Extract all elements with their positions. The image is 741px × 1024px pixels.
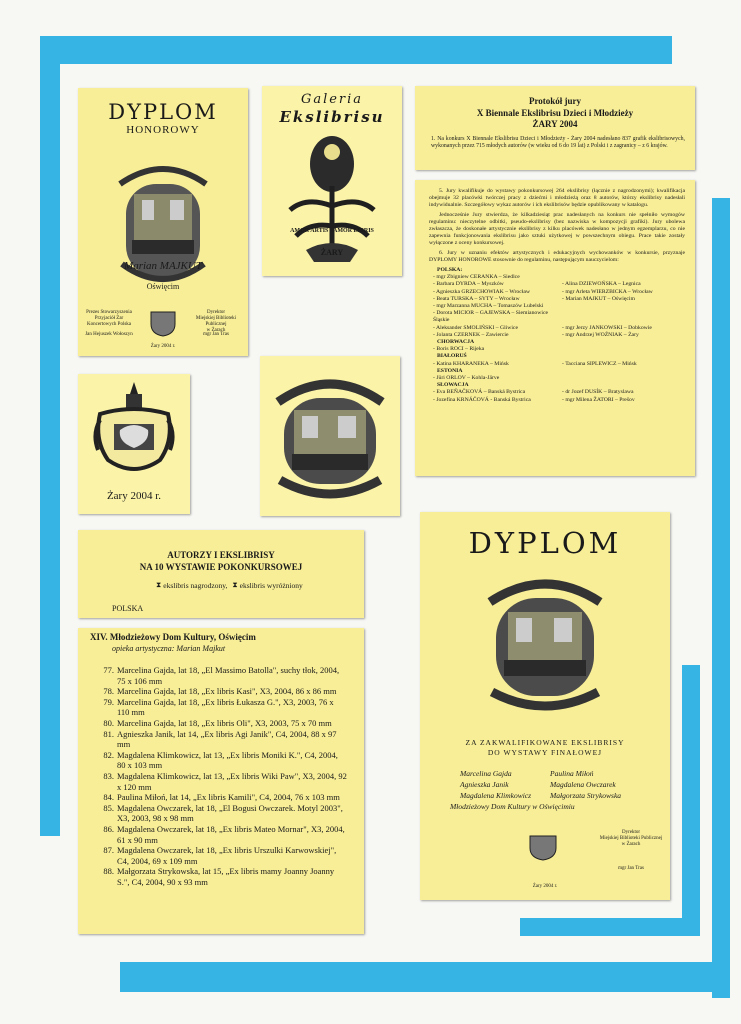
teacher-name: - Tacciana SIPLEWICZ – Mińsk	[562, 360, 637, 367]
diploma-name-row	[460, 768, 660, 779]
diploma-student-name: Paulina Miłoń	[550, 769, 594, 778]
teacher-name: - Jolanta CZERNEK – Zawiercie	[433, 331, 509, 338]
list-item	[78, 771, 348, 792]
list-item	[78, 845, 348, 866]
list-item	[78, 824, 348, 845]
country-heading: CHORWACJA	[437, 339, 475, 346]
protokol-card	[415, 86, 695, 170]
diploma-city: Oświęcim	[146, 282, 180, 291]
teacher-row	[429, 397, 685, 404]
exlibris-x-biennale-card	[260, 356, 400, 516]
teacher-name: - dr Jozef DUSÍK – Bratyslawa	[562, 389, 634, 396]
list-card	[78, 628, 364, 934]
protokol-title: Protokół jury	[528, 96, 582, 106]
list-item-text: Paulina Miłoń, lat 14, „Ex libris Kamili", C4, 2004, 76 x 103 mm	[117, 792, 340, 803]
verdict-p5: 5. Jury kwalifikuje do wystawy pokonkursowej 264 ekslibrisy (łącznie z nagrodzonymi); kwalifikacja obejmuje 32 placówki twórczej pracy z dziećmi i młodzieżą oraz 8 autorów, którzy ekslibrisy nadesłali indywidualnie. Szczegółowy wykaz autorów i ich ekslibrisów będzie opublikowany w katalogu.	[429, 188, 685, 208]
diploma-student-name: Agnieszka Janik	[460, 780, 509, 789]
teacher-name: - Katina KHARANEKA – Mińsk	[433, 360, 509, 367]
diploma-final-engraving	[480, 562, 610, 722]
diploma-title: DYPLOM	[108, 100, 218, 124]
list-item-text: Marcelina Gajda, lat 18, „El Massimo Batolla", suchy tłok, 2004, 75 x 106 mm	[117, 665, 340, 686]
list-item-text: Marcelina Gajda, lat 18, „Ex libris Kasi", X3, 2004, 86 x 86 mm	[117, 686, 337, 697]
autorzy-header-card	[78, 530, 364, 618]
verdict-p-jury: Jednocześnie Jury stwierdza, że kilkadziesiąt prac nadesłanych na konkurs nie spełniło wymogów regulaminu: nieczytelne odbitki, pseudo-ekslibrisy (bez nazwiska w kompozycji grafiki). Jury ubolewa zwłaszcza, że doskonałe artystycznie ekslibrisy z kilku placówek nadesłano w jednym egzemplarzu, co nie zapewnia funkcjonowania ekslibrisu jako sztuki użytkowej w powszechnym obiegu. Prace takie zostały wyłączone z oceny konkursowej.	[429, 212, 685, 246]
teacher-name: - mgr Arleta WIERZBICKA – Wrocław	[562, 288, 653, 295]
list-item	[78, 686, 348, 697]
teacher-name: - mgr Jerzy JANKOWSKI – Dobkowie	[562, 324, 652, 331]
list-item-text: Marcelina Gajda, lat 18, „Ex libris Oli", X3, 2003, 75 x 70 mm	[117, 717, 332, 728]
teacher-name: - Agnieszka GRZECHOWIAK – Wrocław	[433, 288, 530, 295]
protokol-subtitle: X Biennale Ekslibrisu Dzieci i Młodzieży ŻARY 2004	[476, 108, 634, 129]
teacher-row	[429, 310, 685, 324]
list-item-number: 87.	[103, 845, 114, 856]
verdict-body	[429, 188, 685, 404]
autorzy-country: POLSKA	[112, 604, 144, 613]
diploma-name-row	[460, 779, 660, 790]
list-item-text: Magdalena Owczarek, lat 18, „El Bogusi Owczarek. Motyl 2003", X3, 2003, 98 x 98 mm	[117, 802, 343, 824]
autorzy-title1: AUTORZY I EKSLIBRISY	[167, 550, 275, 560]
country-heading: ESTONIA	[437, 367, 463, 374]
teacher-name	[556, 375, 685, 382]
country-heading: SŁOWACJA	[437, 382, 469, 389]
teacher-name	[556, 310, 685, 324]
blue-frame-bottom	[120, 962, 730, 992]
list-item-number: 79.	[103, 696, 114, 707]
country-heading: BIAŁORUŚ	[437, 353, 467, 360]
diploma-student-name: Magdalena Klimkowicz	[460, 791, 532, 800]
blue-frame-inner-right	[682, 665, 700, 935]
protokol-p1: 1. Na konkurs X Biennale Ekslibrisu Dzieci i Młodzieży - Żary 2004 nadesłano 837 grafik ekslibrisowych, wykonanych przez 715 młodych autorów (w wieku od 6 do 19 lat) z Polski i z zagranicy – z 6 krajów.	[431, 136, 685, 149]
verdict-p6: 6. Jury w uznaniu efektów artystycznych i edukacyjnych wychowanków w konkursie, przyznaje DYPLOMY HONOROWE stosownie do regulaminu, następującym nauczycielom:	[429, 250, 685, 263]
teacher-name: - Jüri ORLOV – Kohla-Järve	[433, 375, 500, 382]
list-item-number: 77.	[103, 665, 114, 675]
teacher-row	[429, 389, 685, 396]
exlibris-engraving-small	[112, 144, 214, 304]
list-item	[78, 792, 348, 803]
blue-frame-inner-bottom	[520, 918, 700, 936]
teacher-name: - mgr Andrzej WOŹNIAK – Żary	[562, 331, 639, 338]
diploma-final-line1: ZA ZAKWALIFIKOWANE EKSLIBRISY	[465, 738, 625, 747]
list-opieka: opieka artystyczna: Marian Majkut	[112, 644, 226, 653]
list-item-number: 88.	[103, 866, 114, 877]
diploma-subtitle: HONOROWY	[126, 124, 200, 136]
list-item-number: 83.	[103, 770, 114, 781]
teacher-name: - Eva BEŇAČKOVÁ – Banská Bystrica	[433, 389, 526, 396]
teacher-name: - Dorota MICIOR – GAJEWSKA – Siemianowice Śląskie	[433, 310, 548, 324]
diploma-final-school: Młodzieżowy Dom Kultury w Oświęcimiu	[450, 802, 575, 811]
diploma-place-date: Żary 2004 r.	[150, 344, 176, 349]
works-list	[78, 665, 348, 887]
teacher-name: - Boris ROCI – Rijeka	[433, 346, 485, 353]
list-item	[78, 750, 348, 771]
list-item-number: 78.	[103, 686, 114, 697]
teacher-row	[429, 303, 685, 310]
diploma-honorowy	[78, 88, 248, 356]
blue-frame-left	[40, 36, 60, 836]
teacher-row	[429, 361, 685, 368]
award-icon: ⧗	[156, 580, 162, 589]
diploma-footer-right-name: mgr Jan Tras	[203, 332, 229, 337]
list-item-number: 84.	[103, 792, 114, 803]
list-item	[78, 866, 348, 887]
verdict-card	[415, 180, 695, 476]
list-item-number: 82.	[103, 749, 114, 760]
list-item	[78, 729, 348, 750]
distinction-icon: ⧗	[232, 580, 238, 589]
list-item	[78, 803, 348, 824]
zary-caption: Żary 2004 r.	[106, 490, 162, 502]
teacher-name: - Alina DZIEWOŃSKA – Legnica	[562, 281, 641, 288]
list-item-text: Małgorzata Strykowska, lat 15, „Ex libris mamy Joanny Joanny S.", C4, 2004, 90 x 93 mm	[117, 866, 335, 887]
list-item-text: Magdalena Klimkowicz, lat 13, „Ex libris Moniki K.", C4, 2004, 80 x 103 mm	[117, 749, 338, 771]
list-item	[78, 665, 348, 686]
list-item-number: 80.	[103, 717, 114, 728]
exlibris-engraving	[268, 362, 392, 510]
diploma-final-names	[460, 768, 660, 801]
list-item	[78, 718, 348, 729]
galeria-ekslibrisu-card	[262, 86, 402, 276]
diploma-student-name: Małgorzata Strykowska	[550, 791, 622, 800]
autorzy-legend	[156, 580, 356, 590]
galeria-line2: Ekslibrisu	[279, 108, 385, 126]
teacher-name: - mgr Milena ŽATORI – Prešov	[562, 396, 635, 403]
zary-coat-of-arms-icon	[90, 380, 178, 480]
diploma-recipient: Marian MAJKUT	[124, 260, 202, 272]
diploma-footer-left-name: Jan Hejuszek Wołoszyn	[85, 332, 133, 337]
teacher-row	[429, 274, 685, 281]
diploma-final-signer: Dyrektor Miejskiej Biblioteki Publicznej w Żarach	[599, 830, 663, 847]
diploma-footer-right: Dyrektor Miejskiej Biblioteki Publicznej w Żarach	[195, 310, 237, 333]
list-item-number: 86.	[103, 823, 114, 834]
galeria-motto: AMOR ARTIS · AMOR LIBRIS	[290, 228, 374, 234]
list-item-text: Magdalena Owczarek, lat 18, „Ex libris Mateo Mornar", X3, 2004, 61 x 90 mm	[117, 823, 345, 845]
zary-coat-card	[78, 374, 190, 514]
legend-awarded: ekslibris nagrodzony,	[163, 580, 228, 590]
list-item	[78, 697, 348, 718]
diploma-footer-left: Prezes Stowarzyszenia Przyjaciół Żar Koncertowych Polska	[86, 310, 132, 327]
teacher-row	[429, 325, 685, 332]
list-header: XIV. Młodzieżowy Dom Kultury, Oświęcim	[90, 632, 256, 642]
diploma-student-name: Magdalena Owczarek	[550, 780, 616, 789]
teacher-row	[429, 281, 685, 288]
blue-frame-right	[712, 198, 730, 998]
diploma-final-line2: DO WYSTAWY FINAŁOWEJ	[487, 748, 603, 757]
teacher-name: - Marian MAJKUT – Oświęcim	[562, 295, 635, 302]
teacher-row	[429, 332, 685, 339]
teacher-row	[429, 346, 685, 353]
teacher-name	[556, 346, 685, 353]
list-item-number: 81.	[103, 728, 114, 739]
list-item-text: Magdalena Owczarek, lat 18, „Ex libris Urszulki Karwowskiej", C4, 2004, 69 x 109 mm	[117, 845, 337, 866]
diploma-final-place-date: Żary 2004 r.	[532, 884, 558, 889]
teacher-row	[429, 289, 685, 296]
diploma-final-signer-name: mgr Jan Tras	[618, 866, 644, 871]
teacher-row	[429, 296, 685, 303]
teacher-name: - mgr Zbigniew CERANKA – Siedlce	[433, 274, 520, 281]
galeria-line1: Galeria	[300, 92, 364, 107]
galeria-city: ŻARY	[320, 248, 344, 257]
diploma-final-coat-icon	[526, 832, 560, 862]
diploma-final-title: DYPLOM	[468, 526, 622, 560]
diploma-final	[420, 512, 670, 900]
teacher-row	[429, 375, 685, 382]
country-heading: POLSKA:	[437, 267, 463, 273]
diploma-student-name: Marcelina Gajda	[460, 769, 512, 778]
tree-emblem-icon	[276, 126, 388, 266]
teacher-name: - Aleksander SMOLIŃSKI – Gliwice	[433, 324, 518, 331]
diploma-name-row	[460, 790, 660, 801]
teacher-name: - Jozefína KRNÁČOVÁ - Banská Bystrica	[433, 396, 531, 403]
list-item-text: Magdalena Klimkowicz, lat 13, „Ex libris Wiki Paw", X3, 2004, 92 x 120 mm	[117, 770, 347, 792]
list-item-text: Marcelina Gajda, lat 18, „Ex libris Łukasza G.", X3, 2003, 76 x 110 mm	[117, 696, 334, 718]
legend-distinguished: ekslibris wyróżniony	[239, 580, 303, 590]
teacher-name	[556, 303, 685, 310]
teacher-name: - Barbara DYRDA – Myszków	[433, 281, 504, 288]
list-item-number: 85.	[103, 802, 114, 813]
autorzy-title2: NA 10 WYSTAWIE POKONKURSOWEJ	[139, 562, 303, 572]
teacher-name: - Beata TURSKA – SYTY – Wrocław	[433, 295, 520, 302]
coat-of-arms-icon	[147, 308, 179, 338]
blue-frame-top	[40, 36, 672, 64]
teachers-list	[429, 267, 685, 404]
teacher-name: - mgr Marzanna MUCHA – Tomaszów Lubelski	[433, 303, 544, 310]
list-item-text: Agnieszka Janik, lat 14, „Ex libris Agi Janik", C4, 2004, 88 x 97 mm	[117, 728, 337, 750]
